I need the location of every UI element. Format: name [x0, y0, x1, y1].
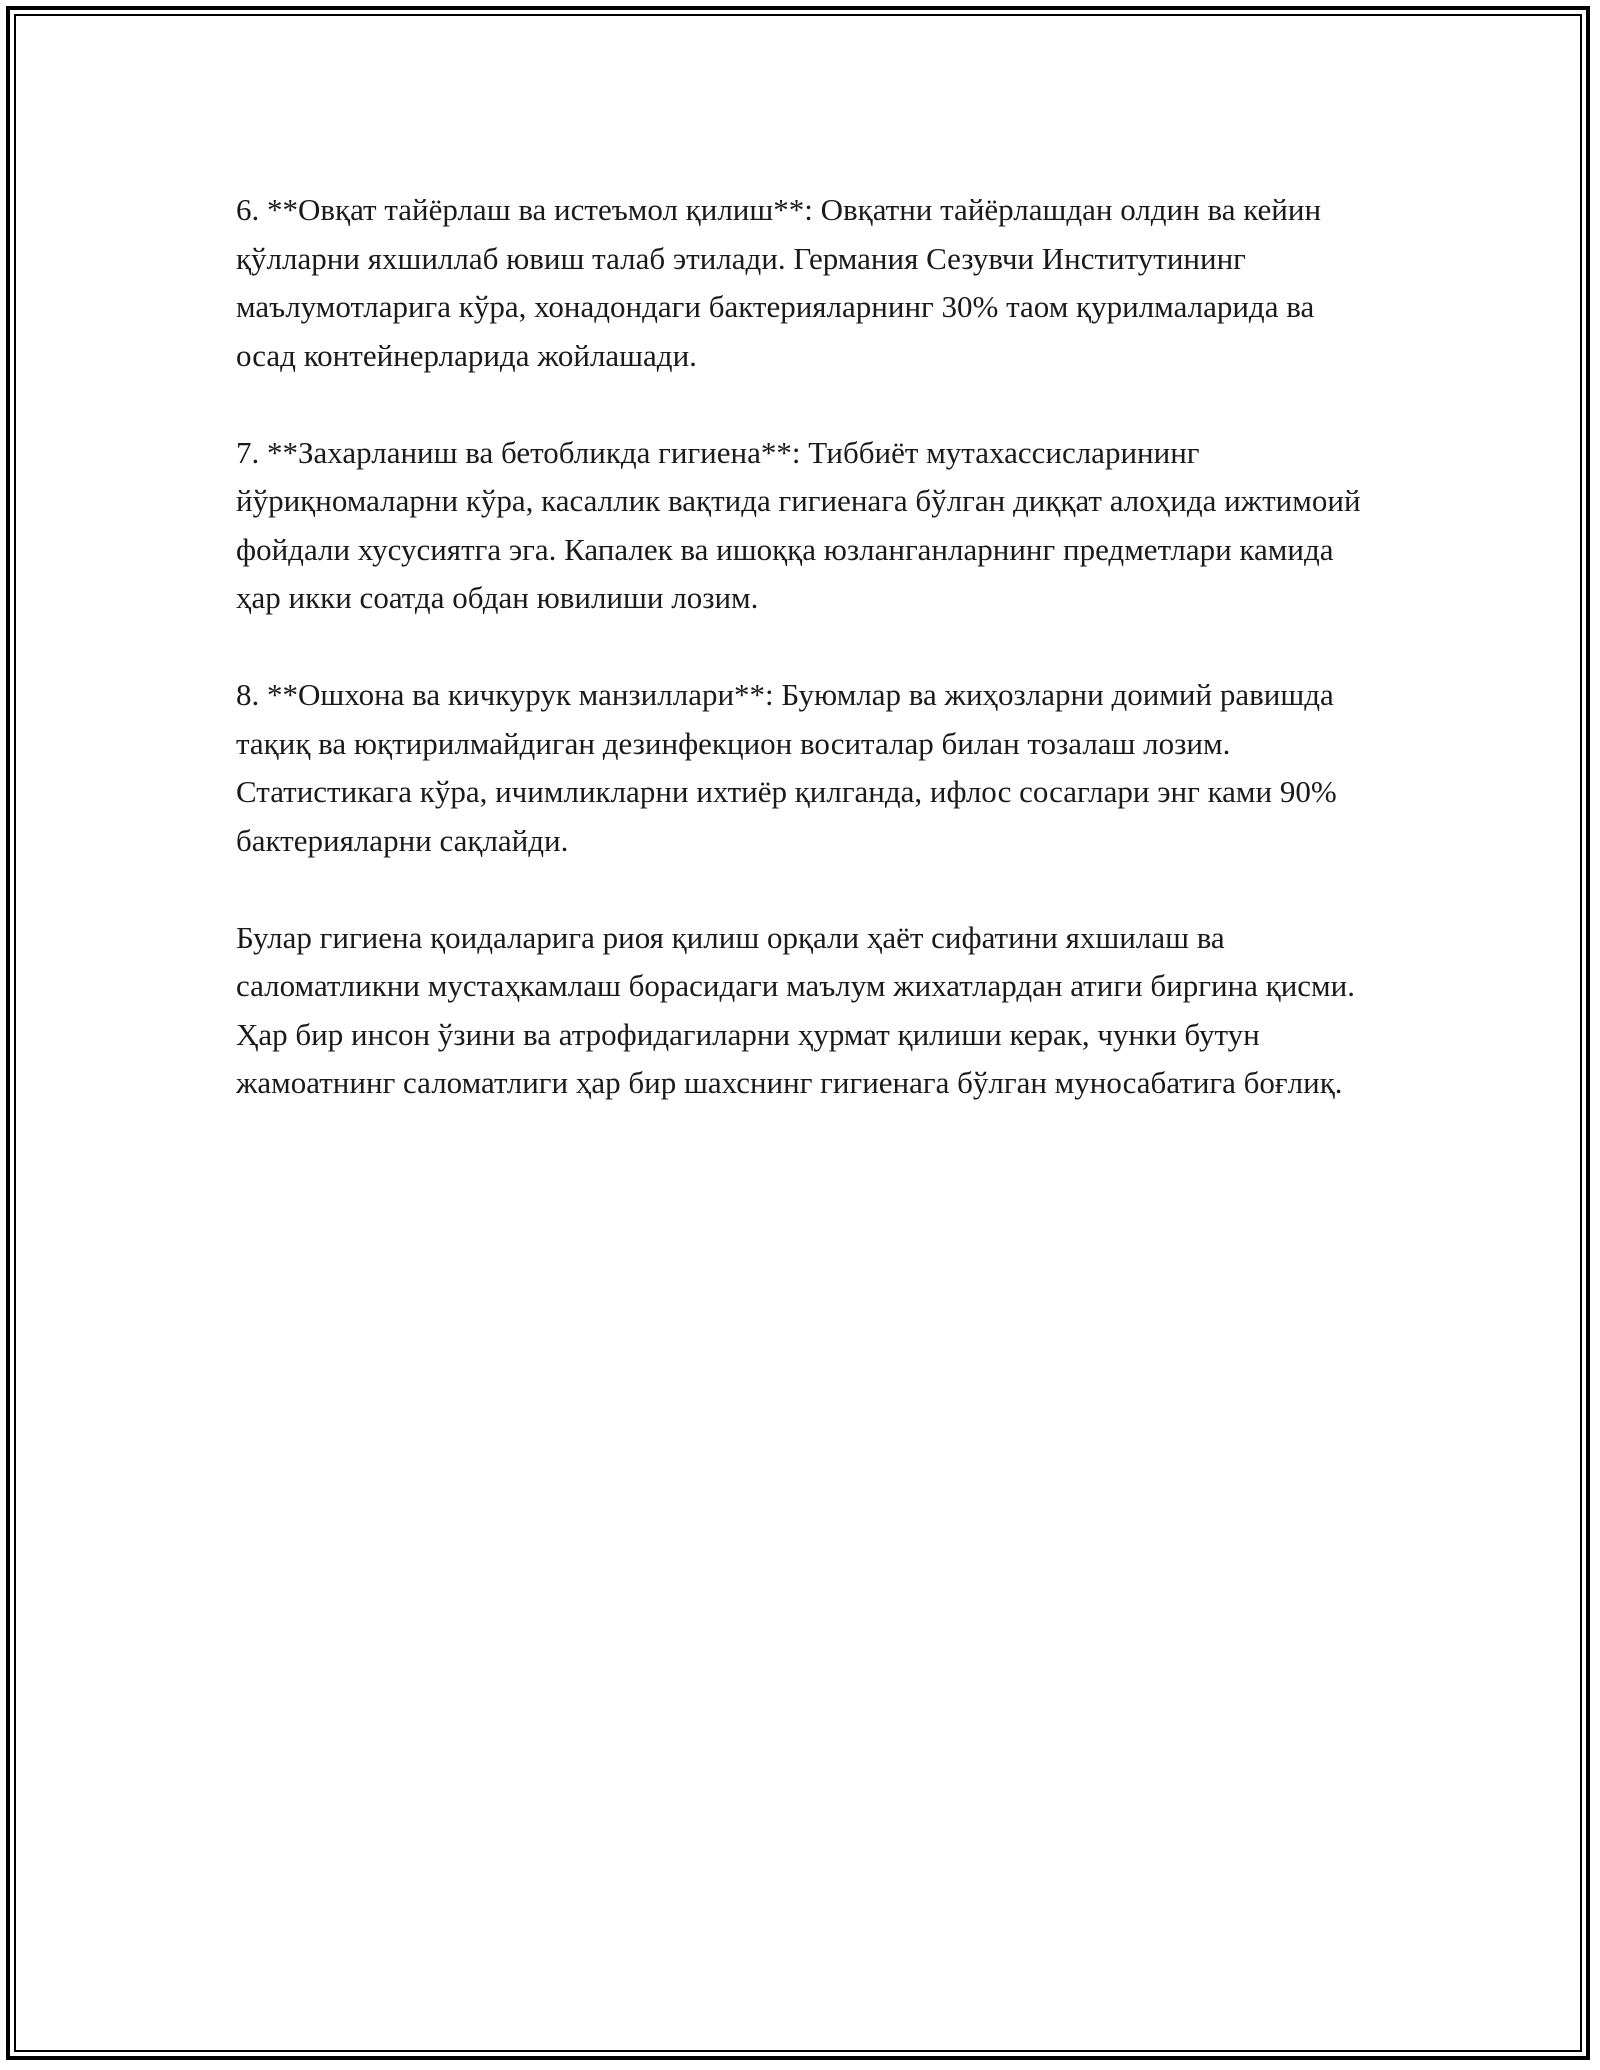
paragraph-item-7: 7. **Захарланиш ва бетобликда гигиена**: Тиббиёт мутахассисларининг йўриқномаларни кўра, касаллик вақтида гигиенага бўлган диққат алоҳида ижтимоий фойдали хусусиятга эга. Капалек ва ишоққа юзланганларнинг предметлари камида ҳар икки соатда обдан ювилиши лозим. [236, 434, 1361, 615]
paragraph-conclusion: Булар гигиена қоидаларига риоя қилиш орқали ҳаёт сифатини яхшилаш ва саломатликни мустаҳкамлаш борасидаги маълум жихатлардан атиги биргина қисми. Ҳар бир инсон ўзини ва атрофидагиларни ҳурмат қилиши керак, чунки бутун жамоатнинг саломатлиги ҳар бир шахснинг гигиенага бўлган муносабатига боғлиқ. [236, 919, 1356, 1100]
paragraph-item-6: 6. **Овқат тайёрлаш ва истеъмол қилиш**: Овқатни тайёрлашдан олдин ва кейин қўлларни яхшиллаб ювиш талаб этилади. Германия Сезувчи Институтининг маълумотларига кўра, хонадондаги бактерияларнинг 30% таом қурилмаларида ва осад контейнерларида жойлашади. [236, 192, 1322, 373]
paragraph-item-8: 8. **Ошхона ва кичкурук манзиллари**: Буюмлар ва жиҳозларни доимий равишда тақиқ ва юқтирилмайдиган дезинфекцион воситалар билан тозалаш лозим. Статистикага кўра, ичимликларни ихтиёр қилганда, ифлос сосаглари энг ками 90% бактерияларни сақлайди. [236, 677, 1337, 858]
document-body [236, 186, 1376, 1156]
